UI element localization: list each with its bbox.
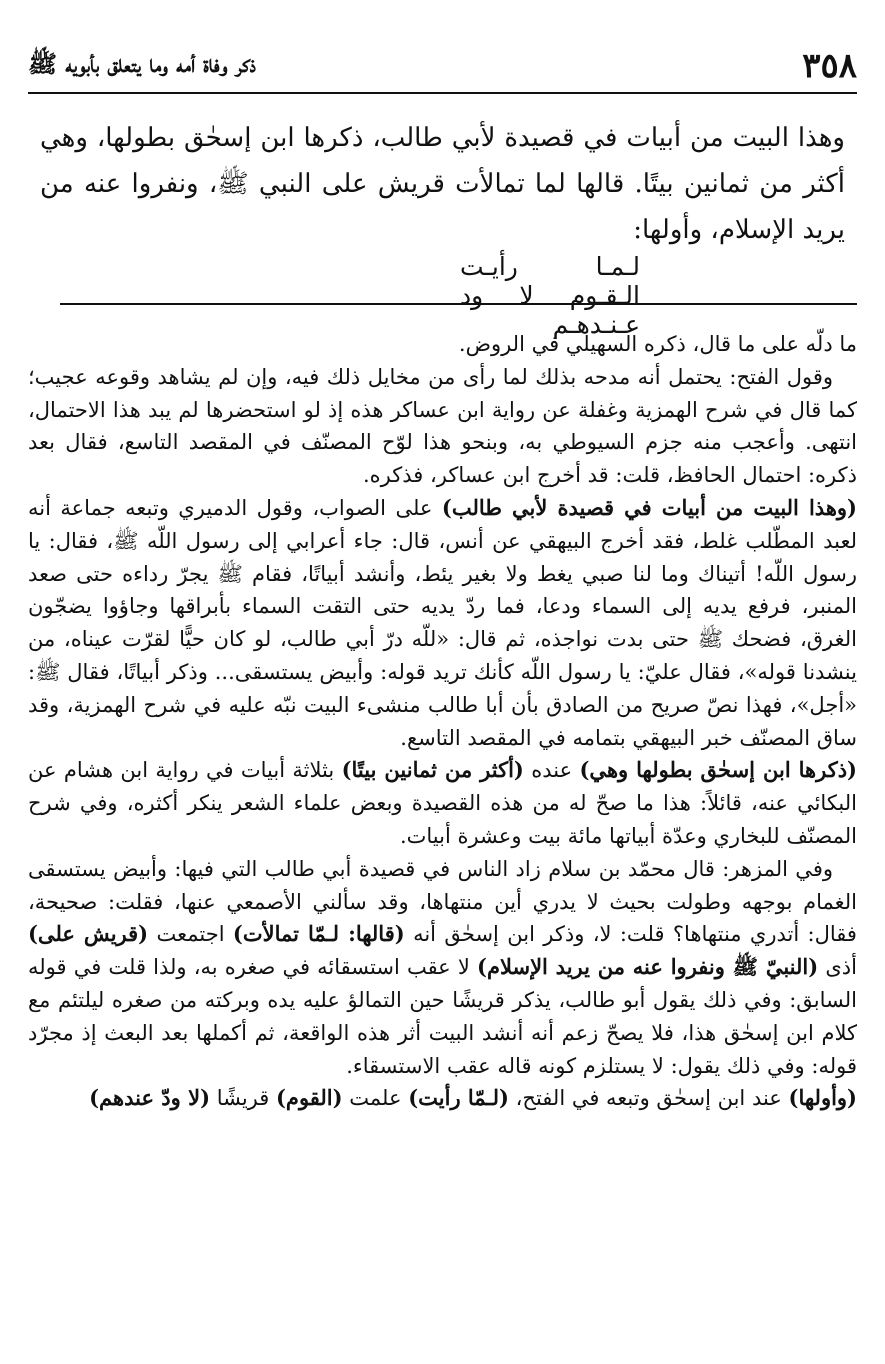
commentary-text: قريشًا — [216, 1086, 270, 1111]
lemma: (وهذا البيت من أبيات في قصيدة لأبي طالب) — [441, 494, 857, 520]
commentary-paragraph-6 — [28, 1082, 857, 1115]
commentary-text: لا عقب استسقائه في صغره به، ولذا قلت في قوله السابق: وفي ذلك يقول أبو طالب، يذكر قريشًا حين التمالؤ عليه يده وبركته من صغره ليلتئم مع كلام ابن إسحٰق هذا، فلا يصحّ زعم أنه أنشد البيت أثر هذه الواقعة، ثم أكملها بعد البعث إذ مجرّد قوله: وفي ذلك يقول: لا يستلزم كونه قاله عقب الاستسقاء. — [28, 955, 857, 1078]
lemma: (القوم) — [276, 1085, 343, 1111]
commentary-text: عند ابن إسحٰق وتبعه في الفتح، — [515, 1086, 782, 1111]
commentary-paragraph-3 — [28, 492, 857, 754]
commentary-paragraph-4 — [28, 754, 857, 852]
commentary-text: بثلاثة أبيات في رواية ابن هشام عن البكائي عنه، قائلاً: هذا ما صحّ له من هذه القصيدة وبعض علماء الشعر ينكر أكثره، وفي شرح المصنّف للبخاري وعدّة أبياتها مائة بيت وعشرة أبيات. — [28, 758, 857, 848]
commentary-text: وفي المزهر: قال محمّد بن سلام زاد الناس في قصيدة أبي طالب التي فيها: وأبيض يستسقى الغمام بوجهه وطولت بحيث لا يدري أين منتهاها، وقد سألني الأصمعي عنها، فقلت: صحيحة، فقال: أتدري منتهاها؟ قلت: لا، وذكر ابن إسحٰق أنه — [28, 856, 857, 947]
header-divider — [28, 92, 857, 94]
lemma: (النبيّ ﷺ ونفروا عنه من يريد الإسلام) — [477, 954, 819, 980]
lemma: (وأولها) — [788, 1085, 857, 1111]
commentary-text: أذى — [825, 955, 857, 980]
lemma: (قريش على) — [28, 921, 149, 947]
lemma: (أكثر من ثمانين بيتًا) — [341, 757, 524, 783]
commentary-paragraph-1: ما دلّه على ما قال، ذكره السهيلي في الروض. — [458, 332, 857, 356]
lemma: (قالها: لـمّا تمالأت) — [232, 921, 405, 947]
chapter-title: ذكر وفاة أمه وما يتعلق بأبويه ﷺ — [28, 48, 256, 78]
commentary-paragraph-2: وقول الفتح: يحتمل أنه مدحه بذلك لما رأى من مخايل ذلك فيه، وإن لم يشاهد وقوعه عجيب؛ كما قال في شرح الهمزية وغفلة عن رواية ابن عساكر هذه إذ لو استحضرها لم يبد هذا الاحتمال، انتهى. وأعجب منه جزم السيوطي به، وبنحو هذا لوّح المصنّف في المقصد التاسع، فقال بعد ذكره: احتمال الحافظ، قلت: قد أخرج ابن عساكر، فذكره. — [28, 364, 857, 488]
verse-line: لـمـا رأيـت الـقـوم لا ود عـنـدهـم — [460, 252, 640, 339]
commentary-text: اجتمعت — [156, 922, 225, 947]
lemma: (لا ودّ عندهم) — [89, 1085, 211, 1111]
page-number: ٣٥٨ — [802, 46, 857, 86]
commentary-text: عنده — [531, 758, 573, 783]
commentary — [28, 328, 857, 1115]
commentary-paragraph-5 — [28, 853, 857, 1083]
lemma: (ذكرها ابن إسحٰق بطولها وهي) — [579, 757, 857, 783]
commentary-divider — [60, 303, 857, 305]
commentary-text: على الصواب، وقول الدميري وتبعه جماعة أنه لعبد المطّلب غلط، فقد أخرج البيهقي عن أنس، قال: جاء أعرابي إلى رسول اللّه ﷺ، فقال: يا رسول اللّه! أتيناك وما لنا صبي يغط ولا بغير يئط، وأنشد أبياتًا، فقام ﷺ يجرّ رداءه حتى صعد المنبر، فرفع يديه إلى السماء ودعا، فما ردّ يديه حتى التقت السماء بأبراقها وجاؤوا يضجّون الغرق، فضحك ﷺ حتى بدت نواجذه، ثم قال: «للّه درّ أبي طالب، لو كان حيًّا لقرّت عيناه، من ينشدنا قوله»، فقال عليّ: يا رسول اللّه كأنك تريد قوله: وأبيض يستسقى... وذكر أبياتًا، فقال ﷺ: «أجل»، فهذا نصّ صريح من الصادق بأن أبا طالب منشىء البيت نبّه عليه في شرح الهمزية، وقد ساق المصنّف خبر البيهقي بتمامه في المقصد التاسع. — [28, 495, 857, 750]
lemma: (لـمّا رأيت) — [408, 1085, 509, 1111]
main-text-paragraph: وهذا البيت من أبيات في قصيدة لأبي طالب، ذكرها ابن إسحٰق بطولها، وهي أكثر من ثمانين بيتًا. قالها لما تمالأت قريش على النبي ﷺ، ونفروا عنه من يريد الإسلام، وأولها: — [40, 123, 845, 245]
commentary-text: علمت — [349, 1086, 402, 1111]
running-header — [28, 40, 857, 92]
main-text — [40, 115, 845, 253]
